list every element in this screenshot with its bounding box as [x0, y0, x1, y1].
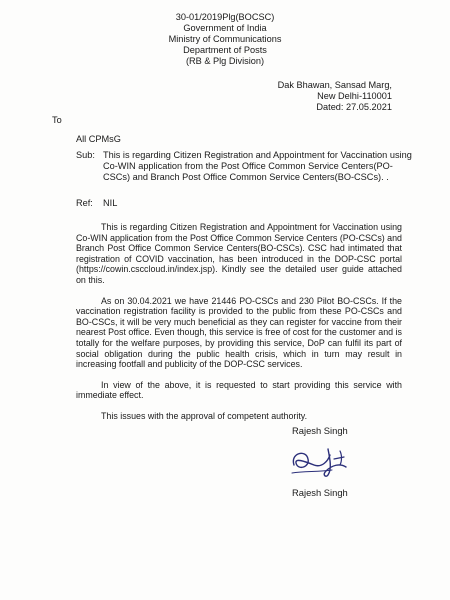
- to-label: To: [52, 115, 62, 125]
- ministry-name: Ministry of Communications: [168, 34, 282, 44]
- reference-label: Ref:: [76, 198, 93, 208]
- division-name: (RB & Plg Division): [185, 56, 265, 66]
- recipient: All CPMsG: [76, 134, 121, 144]
- reference-block: [76, 198, 117, 208]
- signatory-name-bottom: Rajesh Singh: [292, 487, 348, 498]
- handwritten-signature: [284, 441, 364, 481]
- file-number: 30-01/2019Plg(BOCSC): [175, 12, 275, 22]
- letter-date: Dated: 27.05.2021: [316, 102, 392, 112]
- letter-body: [76, 222, 402, 432]
- address-line-1: Dak Bhawan, Sansad Marg,: [277, 80, 392, 90]
- address-line-2: New Delhi-110001: [317, 91, 392, 101]
- reference-text: NIL: [103, 198, 118, 208]
- body-paragraph: In view of the above, it is requested to start providing this service with immediate effect.: [76, 379, 402, 401]
- subject-label: Sub:: [76, 150, 95, 160]
- letterhead: [0, 12, 450, 67]
- government-name: Government of India: [183, 23, 267, 33]
- department-name: Department of Posts: [183, 45, 267, 55]
- sender-address: [278, 80, 392, 113]
- signatory-name-top: Rajesh Singh: [292, 425, 348, 436]
- body-paragraph: This is regarding Citizen Registration and Appointment for Vaccination using Co-WIN application from the Post Office Common Service Centers (PO-CSCs) and Branch Post Office Common Service Centers(BO-CSCs). CSC had intimated that registration of COVID vaccination, has been introduced in the DOP-CSC portal (https://cowin.csccloud.in/index.jsp). Kindly see the detailed user guide attached on this.: [76, 222, 402, 285]
- body-paragraph: As on 30.04.2021 we have 21446 PO-CSCs and 230 Pilot BO-CSCs. If the vaccination registration facility is provided to the public from these PO-CSCs and BO-CSCs, it will be very much beneficial as they can register for vaccine from their nearest Post office. Even though, this service is free of cost for the customer and is totally for the welfare purposes, by providing this service, DoP can fulfil its part of social obligation during the public health crisis, which in turn may result in increasing footfall and publicity of the DOP-CSC services.: [76, 295, 402, 370]
- subject-text: This is regarding Citizen Registration and Appointment for Vaccination using Co-WIN application from the Post Office Common Service Centers(PO-CSCs) and Branch Post Office Common Service Centers(BO-CSCs). .: [103, 150, 412, 182]
- body-paragraph: This issues with the approval of competent authority.: [101, 410, 308, 421]
- subject-block: [76, 150, 416, 182]
